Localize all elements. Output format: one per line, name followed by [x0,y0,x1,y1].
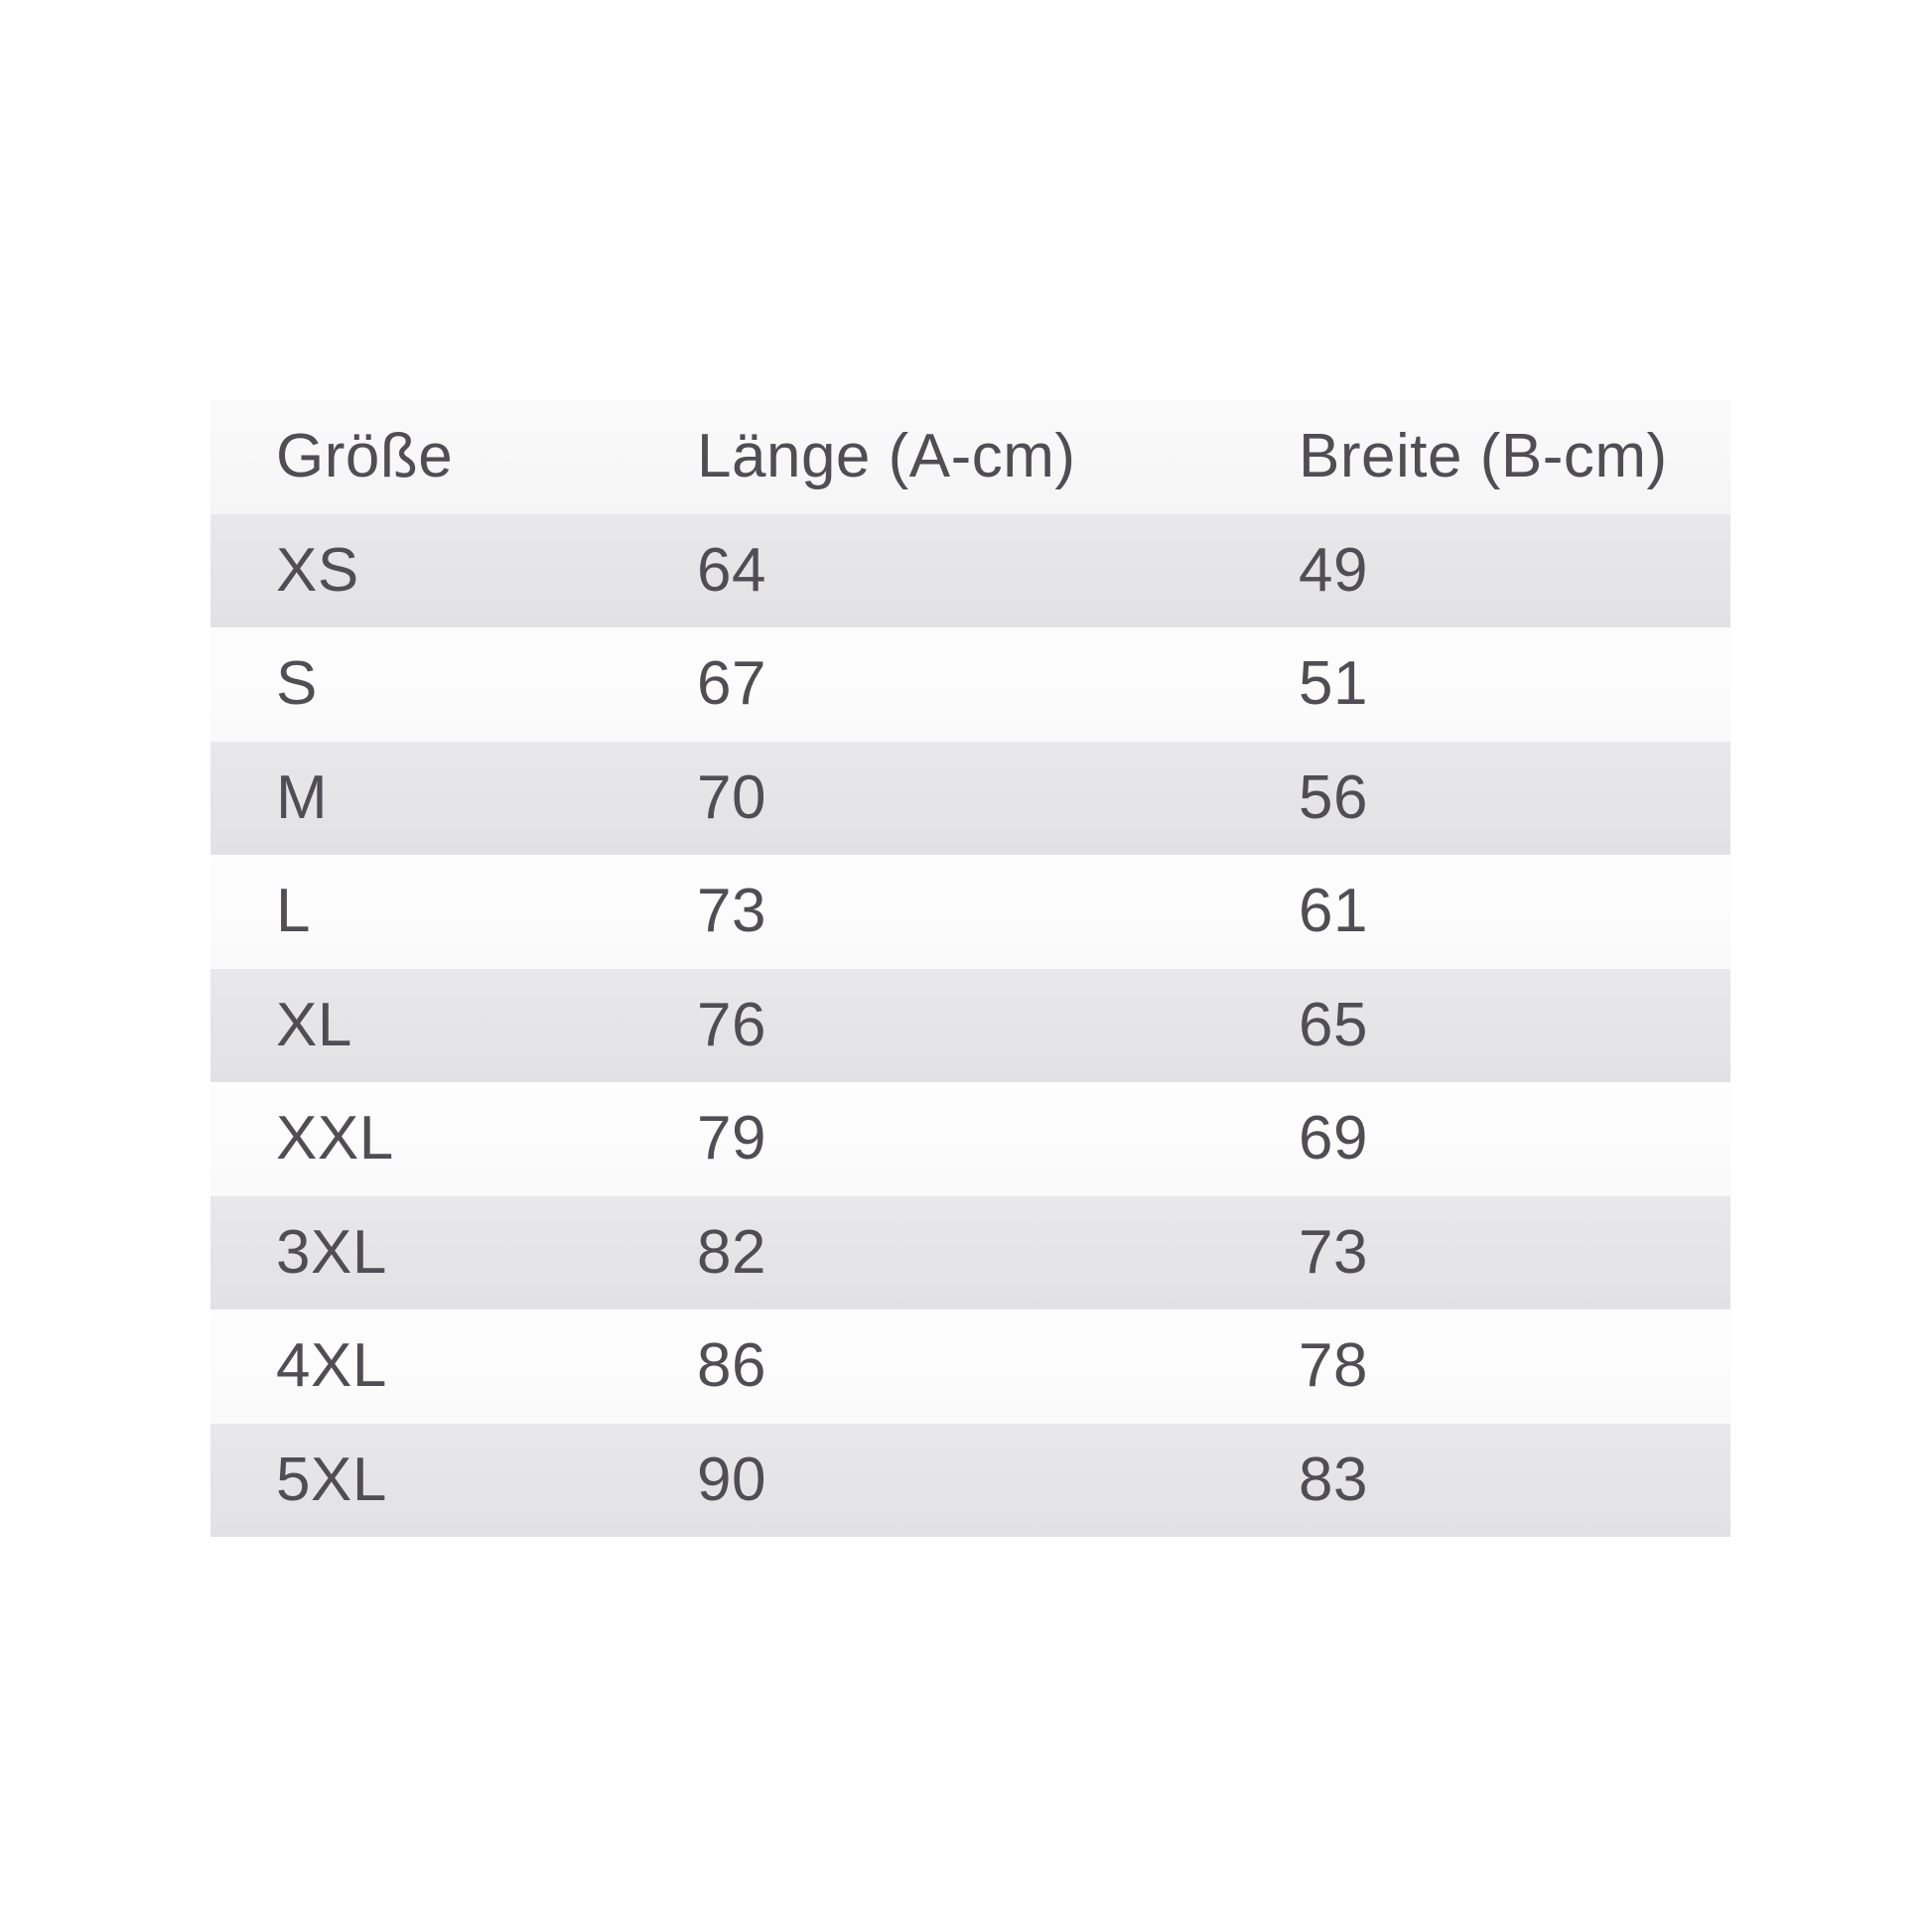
table-row-5xl [210,1424,1730,1538]
size-column-header: Größe [276,422,454,491]
table-row-xxl [210,1082,1730,1196]
size-cell: XXL [276,1104,394,1173]
length-cell: 73 [697,877,766,946]
size-cell: 5XL [276,1445,387,1514]
table-row-xs [210,514,1730,628]
table-row-4xl [210,1310,1730,1424]
width-cell: 69 [1299,1104,1368,1173]
size-chart-table [210,400,1730,1537]
size-cell: 4XL [276,1331,387,1401]
size-cell: L [276,877,311,946]
width-cell: 61 [1299,877,1368,946]
table-row-s [210,627,1730,742]
length-cell: 76 [697,990,766,1059]
length-cell: 90 [697,1445,766,1514]
length-cell: 82 [697,1217,766,1287]
length-cell: 86 [697,1331,766,1401]
length-column-header: Länge (A-cm) [697,422,1076,491]
size-cell: 3XL [276,1217,387,1287]
size-cell: XS [276,535,359,605]
width-column-header: Breite (B-cm) [1299,422,1668,491]
width-cell: 49 [1299,535,1368,605]
size-cell: M [276,762,329,832]
length-cell: 79 [697,1104,766,1173]
length-cell: 64 [697,535,766,605]
width-cell: 51 [1299,649,1368,719]
size-cell: S [276,649,318,719]
width-cell: 56 [1299,762,1368,832]
length-cell: 70 [697,762,766,832]
table-row-l [210,855,1730,969]
table-row-3xl [210,1196,1730,1311]
table-row-xl [210,969,1730,1083]
width-cell: 78 [1299,1331,1368,1401]
length-cell: 67 [697,649,766,719]
table-row-m [210,742,1730,856]
width-cell: 83 [1299,1445,1368,1514]
width-cell: 65 [1299,990,1368,1059]
size-cell: XL [276,990,352,1059]
width-cell: 73 [1299,1217,1368,1287]
table-header-row [210,400,1730,514]
